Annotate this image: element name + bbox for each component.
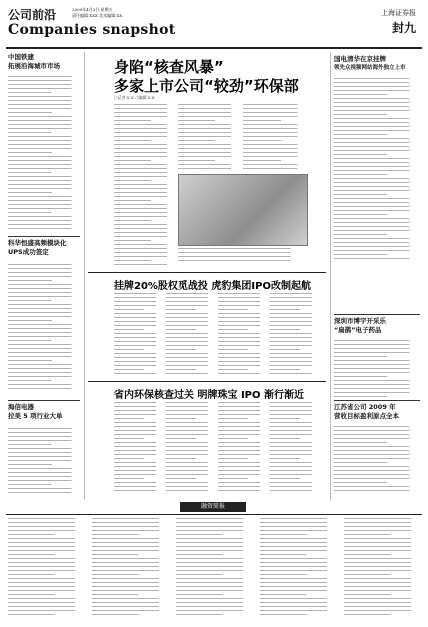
story2-text-2: [166, 293, 214, 377]
right-column: [334, 54, 422, 500]
main-headline-1: 身陷“核查风暴”: [114, 58, 224, 76]
editor-line: 责任编辑:XXX 美术编辑:XX: [72, 13, 123, 18]
header-rule: [6, 47, 422, 49]
left-text-1: [8, 76, 80, 232]
date-line: 2009年4月3日 星期五: [72, 7, 113, 12]
left-text-2: [8, 264, 80, 392]
english-title: Companies snapshot: [8, 22, 176, 38]
left-column-divider: [84, 52, 85, 500]
main-text-col-3: [243, 104, 305, 172]
main-photo: [178, 174, 308, 246]
story3-text-1: [114, 402, 162, 494]
main-story: [88, 54, 328, 272]
brief-col-2: [92, 518, 168, 618]
left-divider-1: [8, 236, 80, 237]
story2-text-1: [114, 293, 162, 377]
story2: [88, 275, 328, 380]
story2-top-rule: [88, 272, 326, 273]
left-subhead-1: 拓展沿海城市市场: [8, 62, 60, 70]
story3-text-2: [166, 402, 214, 494]
right-divider-2: [334, 400, 420, 401]
left-headline-1: 中国铁建: [8, 53, 34, 61]
right-headline-2: 深圳市博宇开采乐: [334, 317, 386, 325]
main-text-col-2: [178, 104, 238, 172]
masthead: [8, 6, 420, 46]
right-subhead-3: 营收目标盈利原点全本: [334, 412, 399, 420]
page-number: 封九: [391, 21, 416, 35]
story3-text-4: [270, 402, 318, 494]
right-subhead-1: 领先众视频网站海外独立上市: [334, 65, 406, 71]
story3-text-3: [218, 402, 266, 494]
main-text-col-1: [114, 104, 174, 268]
main-byline: ○记者 X X ○编辑 X X: [114, 95, 155, 100]
right-divider-1: [334, 314, 420, 315]
bottom-briefs: [8, 518, 420, 622]
brief-col-1: [8, 518, 84, 618]
right-column-divider: [330, 52, 331, 500]
story3-headline: 省内环保核查过关 明牌珠宝 IPO 渐行渐近: [114, 390, 304, 401]
paper-name: 上海证券报: [381, 9, 416, 17]
left-subhead-3: 拉美 5 项行业大单: [8, 412, 63, 420]
left-headline-2: 科华恒盛高频模块化: [8, 239, 67, 247]
right-text-1: [334, 78, 420, 262]
right-headline-3: 江苏省公司 2009 年: [334, 403, 396, 411]
brief-col-5: [344, 518, 420, 618]
story3-top-rule: [88, 381, 326, 382]
brief-col-4: [260, 518, 336, 618]
main-headline-2: 多家上市公司“较劲”环保部: [114, 77, 299, 95]
left-divider-2: [8, 400, 80, 401]
right-text-2: [334, 340, 420, 400]
left-column: [8, 54, 80, 500]
right-text-3: [334, 426, 420, 494]
section-title: 公司前沿: [8, 8, 57, 22]
bottom-rule: [6, 514, 422, 515]
brief-col-3: [176, 518, 252, 618]
left-text-3: [8, 428, 80, 496]
story2-headline: 挂牌20%股权觅战投 虎豹集团IPO改制起航: [114, 281, 311, 292]
briefs-label: [180, 502, 246, 512]
story2-text-4: [270, 293, 318, 377]
main-caption: [178, 248, 306, 264]
story3: [88, 384, 328, 500]
left-subhead-2: UPS成功签定: [8, 248, 49, 256]
briefs-label-text: 融资简报: [200, 503, 225, 510]
left-headline-3: 海信电器: [8, 403, 34, 411]
right-headline-1: 国电清华在京挂牌: [334, 55, 386, 63]
right-subhead-2: “扁鹊”电子药品: [334, 326, 382, 334]
story2-text-3: [218, 293, 266, 377]
